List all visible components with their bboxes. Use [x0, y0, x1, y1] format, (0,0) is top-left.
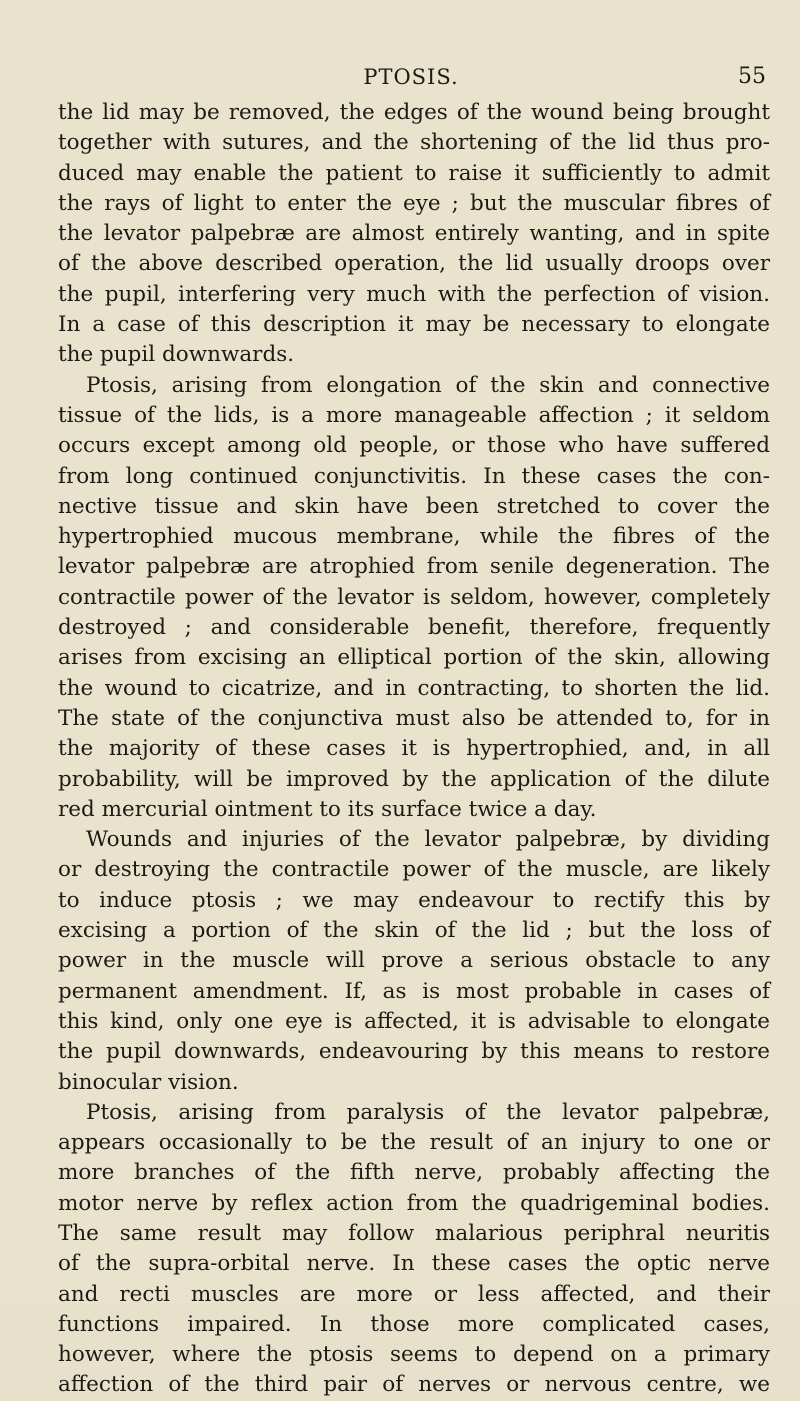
- text-line: the levator palpebræ are almost entirely wanting, and in spite: [58, 221, 770, 247]
- text-line: Ptosis, arising from elongation of the skin and connective: [86, 372, 770, 398]
- text-line: the majority of these cases it is hypertrophied, and, in all: [58, 736, 770, 762]
- text-line: more branches of the fifth nerve, probably affecting the: [58, 1160, 770, 1186]
- text-line: appears occasionally to be the result of an injury to one or: [58, 1130, 770, 1156]
- text-line: destroyed ; and considerable benefit, therefore, frequently: [58, 615, 770, 641]
- text-line: The same result may follow malarious periphral neuritis: [58, 1220, 770, 1246]
- text-line: the lid may be removed, the edges of the wound being brought: [58, 100, 770, 125]
- text-line: to induce ptosis ; we may endeavour to rectify this by: [58, 887, 770, 913]
- text-line: or destroying the contractile power of the muscle, are likely: [58, 857, 770, 883]
- text-line: probability, will be improved by the application of the dilute: [58, 766, 770, 792]
- text-line: from long continued conjunctivitis. In these cases the con-: [58, 463, 770, 489]
- text-line: functions impaired. In those more complicated cases,: [58, 1311, 770, 1337]
- text-line: In a case of this description it may be necessary to elongate: [58, 312, 770, 338]
- page-number: 55: [738, 64, 766, 89]
- body-text: [58, 98, 770, 1401]
- text-line: Wounds and injuries of the levator palpebræ, by dividing: [86, 827, 770, 853]
- text-line: levator palpebræ are atrophied from senile degeneration. The: [58, 554, 770, 580]
- text-line: and recti muscles are more or less affected, and their: [58, 1281, 770, 1307]
- text-line: together with sutures, and the shortening of the lid thus pro-: [58, 130, 770, 156]
- text-line: motor nerve by reflex action from the quadrigeminal bodies.: [58, 1190, 770, 1216]
- text-line: The state of the conjunctiva must also be attended to, for in: [58, 705, 770, 731]
- text-line: excising a portion of the skin of the lid ; but the loss of: [58, 918, 770, 944]
- text-line: the pupil downwards.: [58, 342, 295, 368]
- text-line: affection of the third pair of nerves or nervous centre, we: [58, 1372, 770, 1398]
- text-line: the pupil downwards, endeavouring by this means to restore: [58, 1039, 770, 1065]
- running-head: [54, 62, 768, 92]
- text-line: the wound to cicatrize, and in contracting, to shorten the lid.: [58, 675, 770, 701]
- text-line: nective tissue and skin have been stretched to cover the: [58, 493, 770, 519]
- text-line: red mercurial ointment to its surface twice a day.: [58, 796, 597, 822]
- text-line: arises from excising an elliptical portion of the skin, allowing: [58, 645, 770, 671]
- text-line: this kind, only one eye is affected, it is advisable to elongate: [58, 1008, 770, 1034]
- text-line: contractile power of the levator is seldom, however, completely: [58, 584, 770, 610]
- page-title: PTOSIS.: [363, 65, 459, 89]
- text-line: the rays of light to enter the eye ; but the muscular fibres of: [58, 190, 770, 216]
- text-line: Ptosis, arising from paralysis of the levator palpebræ,: [86, 1099, 770, 1125]
- text-line: hypertrophied mucous membrane, while the fibres of the: [58, 524, 770, 550]
- text-line: of the supra-orbital nerve. In these cases the optic nerve: [58, 1251, 770, 1277]
- text-line: power in the muscle will prove a serious obstacle to any: [58, 948, 770, 974]
- text-line: however, where the ptosis seems to depend on a primary: [58, 1342, 770, 1368]
- text-line: the pupil, interfering very much with the perfection of vision.: [58, 281, 770, 307]
- text-line: occurs except among old people, or those who have suffered: [58, 433, 770, 459]
- text-line: of the above described operation, the lid usually droops over: [58, 251, 770, 277]
- text-line: tissue of the lids, is a more manageable affection ; it seldom: [58, 402, 770, 428]
- text-line: duced may enable the patient to raise it sufficiently to admit: [58, 160, 770, 186]
- text-line: binocular vision.: [58, 1069, 239, 1095]
- text-line: permanent amendment. If, as is most probable in cases of: [58, 978, 770, 1004]
